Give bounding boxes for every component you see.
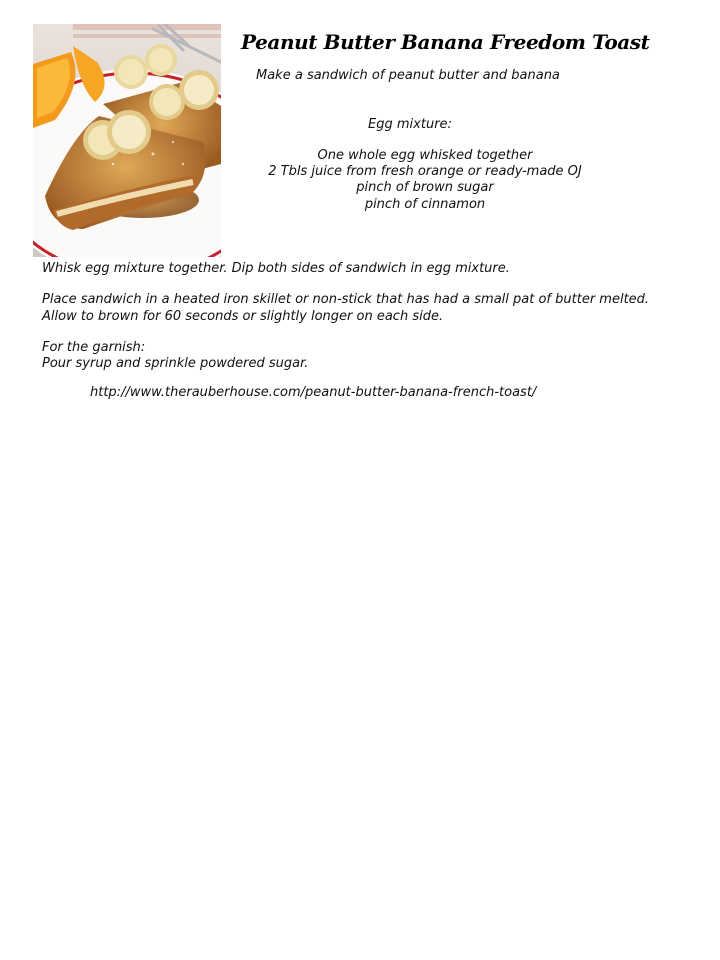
ingredient-line: 2 Tbls juice from fresh orange or ready-made OJ bbox=[268, 164, 582, 179]
ingredient-line: pinch of brown sugar bbox=[356, 180, 494, 195]
recipe-title: Peanut Butter Banana Freedom Toast bbox=[241, 30, 650, 54]
instruction-step: Whisk egg mixture together. Dip both sides of sandwich in egg mixture. bbox=[42, 261, 510, 276]
source-url: http://www.therauberhouse.com/peanut-butter-banana-french-toast/ bbox=[90, 385, 537, 400]
ingredient-line: One whole egg whisked together bbox=[317, 148, 533, 163]
garnish-text: Pour syrup and sprinkle powdered sugar. bbox=[42, 356, 309, 371]
ingredient-line: pinch of cinnamon bbox=[364, 197, 486, 212]
french-toast-photo bbox=[33, 24, 221, 257]
instruction-step: Place sandwich in a heated iron skillet or non-stick that has had a small pat of butter melted. bbox=[42, 292, 650, 307]
egg-mixture-heading: Egg mixture: bbox=[368, 117, 452, 132]
recipe-intro: Make a sandwich of peanut butter and banana bbox=[256, 68, 560, 83]
garnish-heading: For the garnish: bbox=[42, 340, 146, 355]
instruction-step: Allow to brown for 60 seconds or slightly longer on each side. bbox=[42, 309, 444, 324]
